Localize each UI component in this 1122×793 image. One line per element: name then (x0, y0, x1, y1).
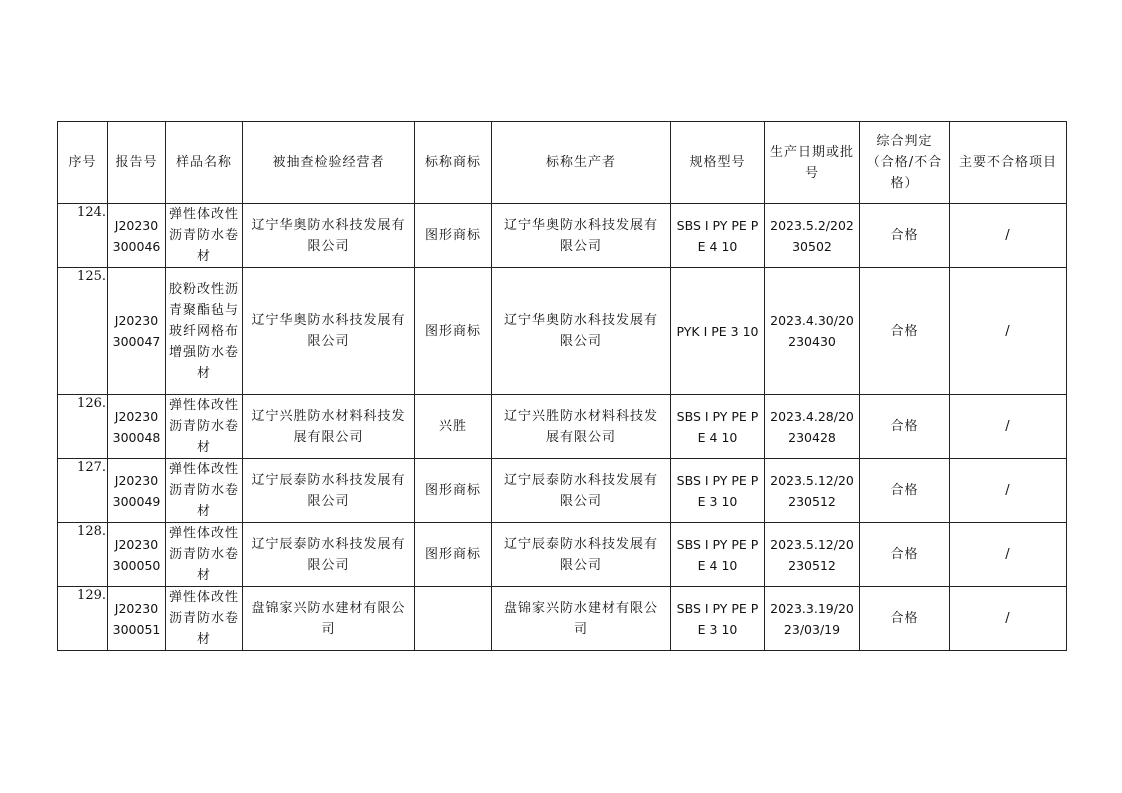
cell-seq: 126. (58, 395, 108, 459)
header-trademark: 标称商标 (415, 122, 492, 204)
table-row (58, 395, 1067, 459)
cell-main-fail-items: / (950, 268, 1067, 395)
cell-sample-name: 弹性体改性沥青防水卷材 (166, 459, 243, 523)
cell-report-no: J20230300047 (108, 268, 166, 395)
cell-report-no: J20230300051 (108, 587, 166, 651)
inspection-results-sheet (57, 121, 1067, 651)
cell-trademark: 图形商标 (415, 204, 492, 268)
cell-sample-name: 弹性体改性沥青防水卷材 (166, 587, 243, 651)
table-row (58, 268, 1067, 395)
cell-production-date: 2023.5.12/20230512 (765, 523, 860, 587)
cell-sample-name: 弹性体改性沥青防水卷材 (166, 204, 243, 268)
cell-judgment: 合格 (860, 587, 950, 651)
inspection-results-table (57, 121, 1067, 651)
cell-spec-model: SBS Ⅰ PY PE PE 3 10 (671, 587, 765, 651)
header-manufacturer: 标称生产者 (492, 122, 671, 204)
cell-judgment: 合格 (860, 459, 950, 523)
cell-production-date: 2023.5.12/20230512 (765, 459, 860, 523)
cell-main-fail-items: / (950, 587, 1067, 651)
cell-seq: 128. (58, 523, 108, 587)
cell-judgment: 合格 (860, 268, 950, 395)
header-inspected-dealer: 被抽查检验经营者 (243, 122, 415, 204)
cell-trademark: 兴胜 (415, 395, 492, 459)
cell-seq: 127. (58, 459, 108, 523)
cell-production-date: 2023.4.28/20230428 (765, 395, 860, 459)
header-judgment: 综合判定（合格/不合格） (860, 122, 950, 204)
table-row (58, 523, 1067, 587)
cell-inspected-dealer: 辽宁兴胜防水材料科技发展有限公司 (243, 395, 415, 459)
cell-main-fail-items: / (950, 395, 1067, 459)
cell-trademark: 图形商标 (415, 268, 492, 395)
cell-inspected-dealer: 辽宁华奥防水科技发展有限公司 (243, 204, 415, 268)
header-seq: 序号 (58, 122, 108, 204)
cell-trademark: 图形商标 (415, 523, 492, 587)
cell-judgment: 合格 (860, 204, 950, 268)
cell-spec-model: SBS Ⅰ PY PE PE 4 10 (671, 395, 765, 459)
cell-manufacturer: 辽宁辰泰防水科技发展有限公司 (492, 459, 671, 523)
cell-report-no: J20230300050 (108, 523, 166, 587)
cell-trademark: 图形商标 (415, 459, 492, 523)
cell-inspected-dealer: 辽宁辰泰防水科技发展有限公司 (243, 459, 415, 523)
cell-trademark (415, 587, 492, 651)
cell-manufacturer: 辽宁辰泰防水科技发展有限公司 (492, 523, 671, 587)
cell-spec-model: SBS Ⅰ PY PE PE 4 10 (671, 523, 765, 587)
cell-judgment: 合格 (860, 395, 950, 459)
cell-main-fail-items: / (950, 459, 1067, 523)
cell-production-date: 2023.3.19/2023/03/19 (765, 587, 860, 651)
cell-main-fail-items: / (950, 204, 1067, 268)
cell-production-date: 2023.5.2/20230502 (765, 204, 860, 268)
cell-inspected-dealer: 辽宁辰泰防水科技发展有限公司 (243, 523, 415, 587)
cell-spec-model: PYK Ⅰ PE 3 10 (671, 268, 765, 395)
cell-seq: 124. (58, 204, 108, 268)
header-report-no: 报告号 (108, 122, 166, 204)
cell-spec-model: SBS Ⅰ PY PE PE 4 10 (671, 204, 765, 268)
header-sample-name: 样品名称 (166, 122, 243, 204)
table-header-row (58, 122, 1067, 204)
cell-sample-name: 弹性体改性沥青防水卷材 (166, 395, 243, 459)
cell-manufacturer: 辽宁华奥防水科技发展有限公司 (492, 204, 671, 268)
cell-spec-model: SBS Ⅰ PY PE PE 3 10 (671, 459, 765, 523)
cell-sample-name: 弹性体改性沥青防水卷材 (166, 523, 243, 587)
cell-report-no: J20230300049 (108, 459, 166, 523)
table-row (58, 459, 1067, 523)
cell-seq: 129. (58, 587, 108, 651)
header-spec-model: 规格型号 (671, 122, 765, 204)
table-row (58, 204, 1067, 268)
cell-seq: 125. (58, 268, 108, 395)
header-production-date: 生产日期或批号 (765, 122, 860, 204)
cell-manufacturer: 辽宁兴胜防水材料科技发展有限公司 (492, 395, 671, 459)
cell-report-no: J20230300048 (108, 395, 166, 459)
cell-production-date: 2023.4.30/20230430 (765, 268, 860, 395)
cell-manufacturer: 盘锦家兴防水建材有限公司 (492, 587, 671, 651)
cell-manufacturer: 辽宁华奥防水科技发展有限公司 (492, 268, 671, 395)
table-row (58, 587, 1067, 651)
cell-judgment: 合格 (860, 523, 950, 587)
cell-inspected-dealer: 辽宁华奥防水科技发展有限公司 (243, 268, 415, 395)
cell-inspected-dealer: 盘锦家兴防水建材有限公司 (243, 587, 415, 651)
cell-main-fail-items: / (950, 523, 1067, 587)
header-main-fail-items: 主要不合格项目 (950, 122, 1067, 204)
cell-report-no: J20230300046 (108, 204, 166, 268)
cell-sample-name: 胶粉改性沥青聚酯毡与玻纤网格布增强防水卷材 (166, 268, 243, 395)
